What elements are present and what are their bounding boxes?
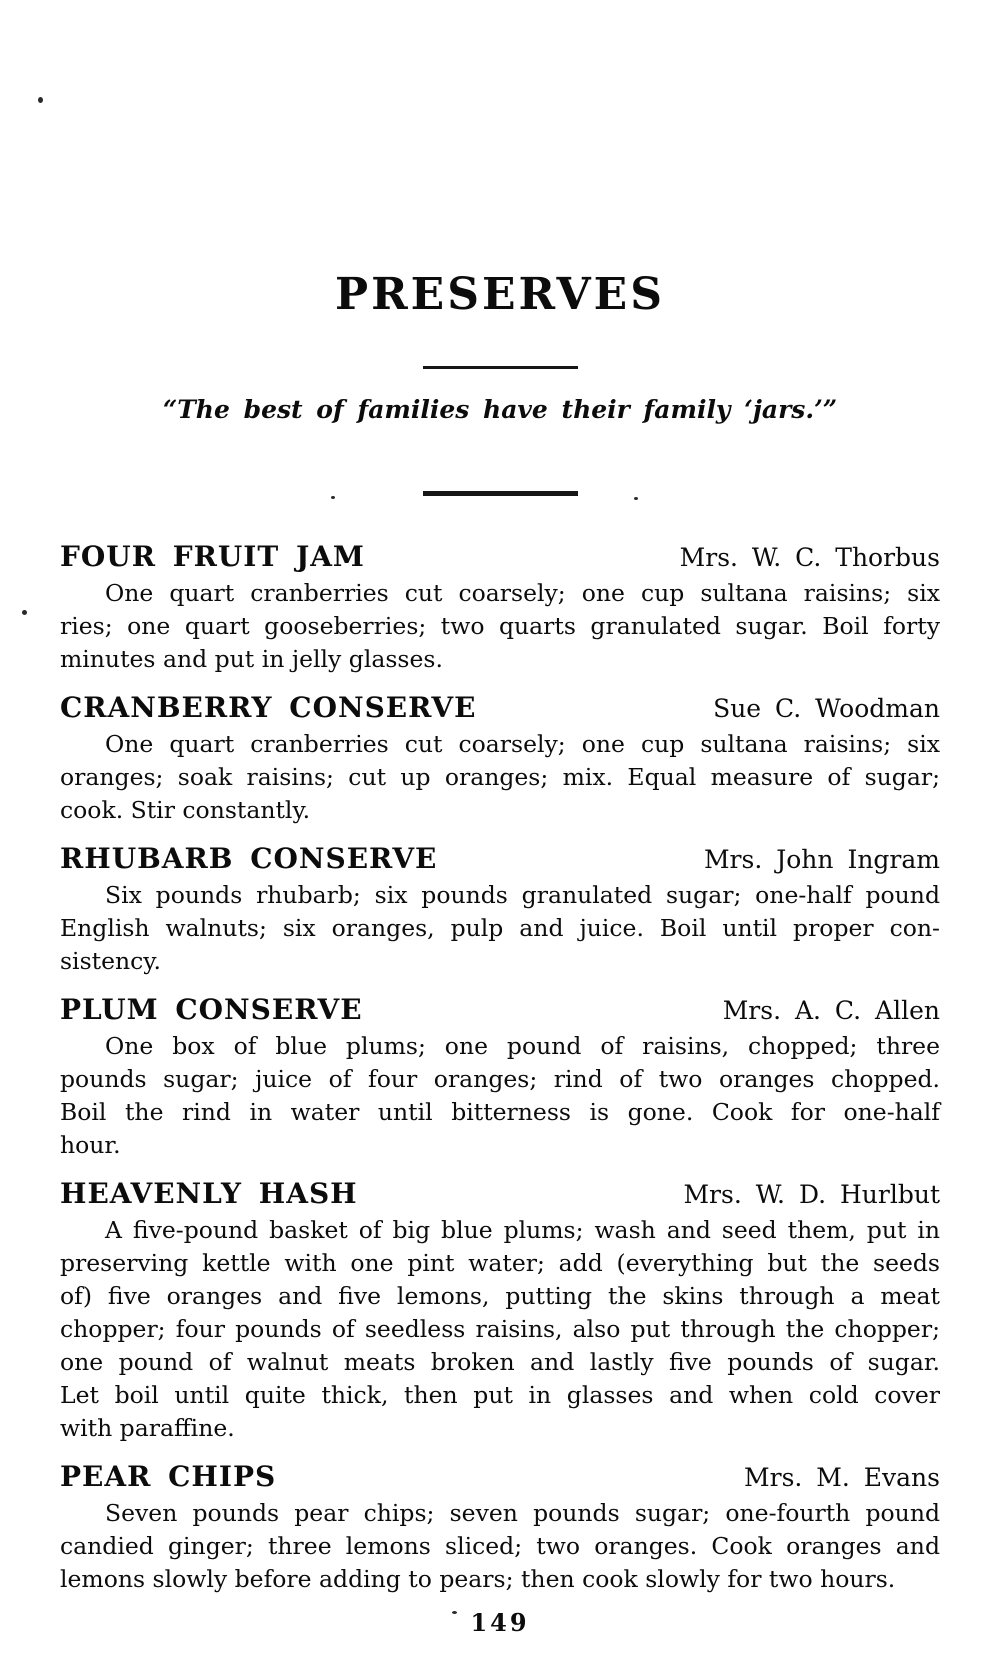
recipe-body (60, 577, 940, 676)
recipe-title: CRANBERRY CONSERVE (60, 690, 477, 724)
recipe-title: FOUR FRUIT JAM (60, 539, 365, 573)
epigraph-quote: “The best of families have their family ‘jars.’” (162, 394, 838, 424)
recipe-body (60, 728, 940, 827)
page-number: 149 (470, 1607, 530, 1637)
recipe-line: with paraffine. (60, 1413, 235, 1442)
recipe-header (60, 539, 940, 575)
recipe-line: Let boil until quite thick, then put in glasses and when cold cover (60, 1380, 940, 1409)
recipe-line: One quart cranberries cut coarsely; one cup sultana raisins; six (105, 729, 940, 758)
recipe-section (60, 690, 940, 827)
scan-speck (634, 497, 638, 500)
recipe-author: Mrs. M. Evans (744, 1462, 940, 1492)
recipe-title: RHUBARB CONSERVE (60, 841, 438, 875)
recipe-line: Seven pounds pear chips; seven pounds sugar; one-fourth pound (105, 1498, 940, 1527)
recipe-body (60, 1214, 940, 1445)
divider-rule-bottom (423, 491, 578, 496)
recipe-header (60, 1176, 940, 1212)
recipe-title: PEAR CHIPS (60, 1459, 277, 1493)
recipe-section (60, 1459, 940, 1596)
page-title: PRESERVES (335, 269, 665, 320)
recipe-header (60, 841, 940, 877)
recipe-line: of) five oranges and five lemons, putting the skins through a meat (60, 1281, 940, 1310)
recipe-section (60, 992, 940, 1162)
recipe-line: English walnuts; six oranges, pulp and juice. Boil until proper con- (60, 913, 940, 942)
recipe-line: lemons slowly before adding to pears; then cook slowly for two hours. (60, 1564, 896, 1593)
recipe-line: preserving kettle with one pint water; add (everything but the seeds (60, 1248, 940, 1277)
recipe-title: PLUM CONSERVE (60, 992, 363, 1026)
recipe-section (60, 841, 940, 978)
scan-speck (38, 97, 43, 103)
recipe-header (60, 992, 940, 1028)
scan-speck (331, 496, 335, 499)
recipe-list (60, 539, 940, 1596)
recipe-line: hour. (60, 1130, 121, 1159)
recipe-line: candied ginger; three lemons sliced; two oranges. Cook oranges and (60, 1531, 940, 1560)
recipe-line: minutes and put in jelly glasses. (60, 644, 443, 673)
recipe-line: ries; one quart gooseberries; two quarts granulated sugar. Boil forty (60, 611, 940, 640)
recipe-line: cook. Stir constantly. (60, 795, 311, 824)
recipe-line: Boil the rind in water until bitterness is gone. Cook for one-half (60, 1097, 940, 1126)
recipe-line: pounds sugar; juice of four oranges; rind of two oranges chopped. (60, 1064, 940, 1093)
recipe-author: Mrs. W. C. Thorbus (679, 542, 940, 572)
recipe-section (60, 1176, 940, 1445)
recipe-line: A five-pound basket of big blue plums; wash and seed them, put in (105, 1215, 940, 1244)
recipe-author: Mrs. John Ingram (703, 844, 940, 874)
recipe-header (60, 690, 940, 726)
divider-rule-top (423, 366, 578, 369)
recipe-line: One box of blue plums; one pound of raisins, chopped; three (105, 1031, 940, 1060)
recipe-line: chopper; four pounds of seedless raisins, also put through the chopper; (60, 1314, 940, 1343)
recipe-body (60, 1030, 940, 1162)
recipe-body (60, 1497, 940, 1596)
recipe-line: oranges; soak raisins; cut up oranges; mix. Equal measure of sugar; (60, 762, 940, 791)
recipe-body (60, 879, 940, 978)
recipe-title: HEAVENLY HASH (60, 1176, 358, 1210)
recipe-line: sistency. (60, 946, 161, 975)
page-number-row (60, 1607, 940, 1639)
recipe-author: Mrs. A. C. Allen (722, 995, 940, 1025)
recipe-author: Sue C. Woodman (713, 693, 940, 723)
recipe-author: Mrs. W. D. Hurlbut (683, 1179, 940, 1209)
recipe-line: Six pounds rhubarb; six pounds granulated sugar; one-half pound (105, 880, 940, 909)
recipe-section (60, 539, 940, 676)
scan-speck (22, 610, 27, 615)
recipe-line: One quart cranberries cut coarsely; one cup sultana raisins; six (105, 578, 940, 607)
recipe-header (60, 1459, 940, 1495)
recipe-line: one pound of walnut meats broken and lastly five pounds of sugar. (60, 1347, 940, 1376)
